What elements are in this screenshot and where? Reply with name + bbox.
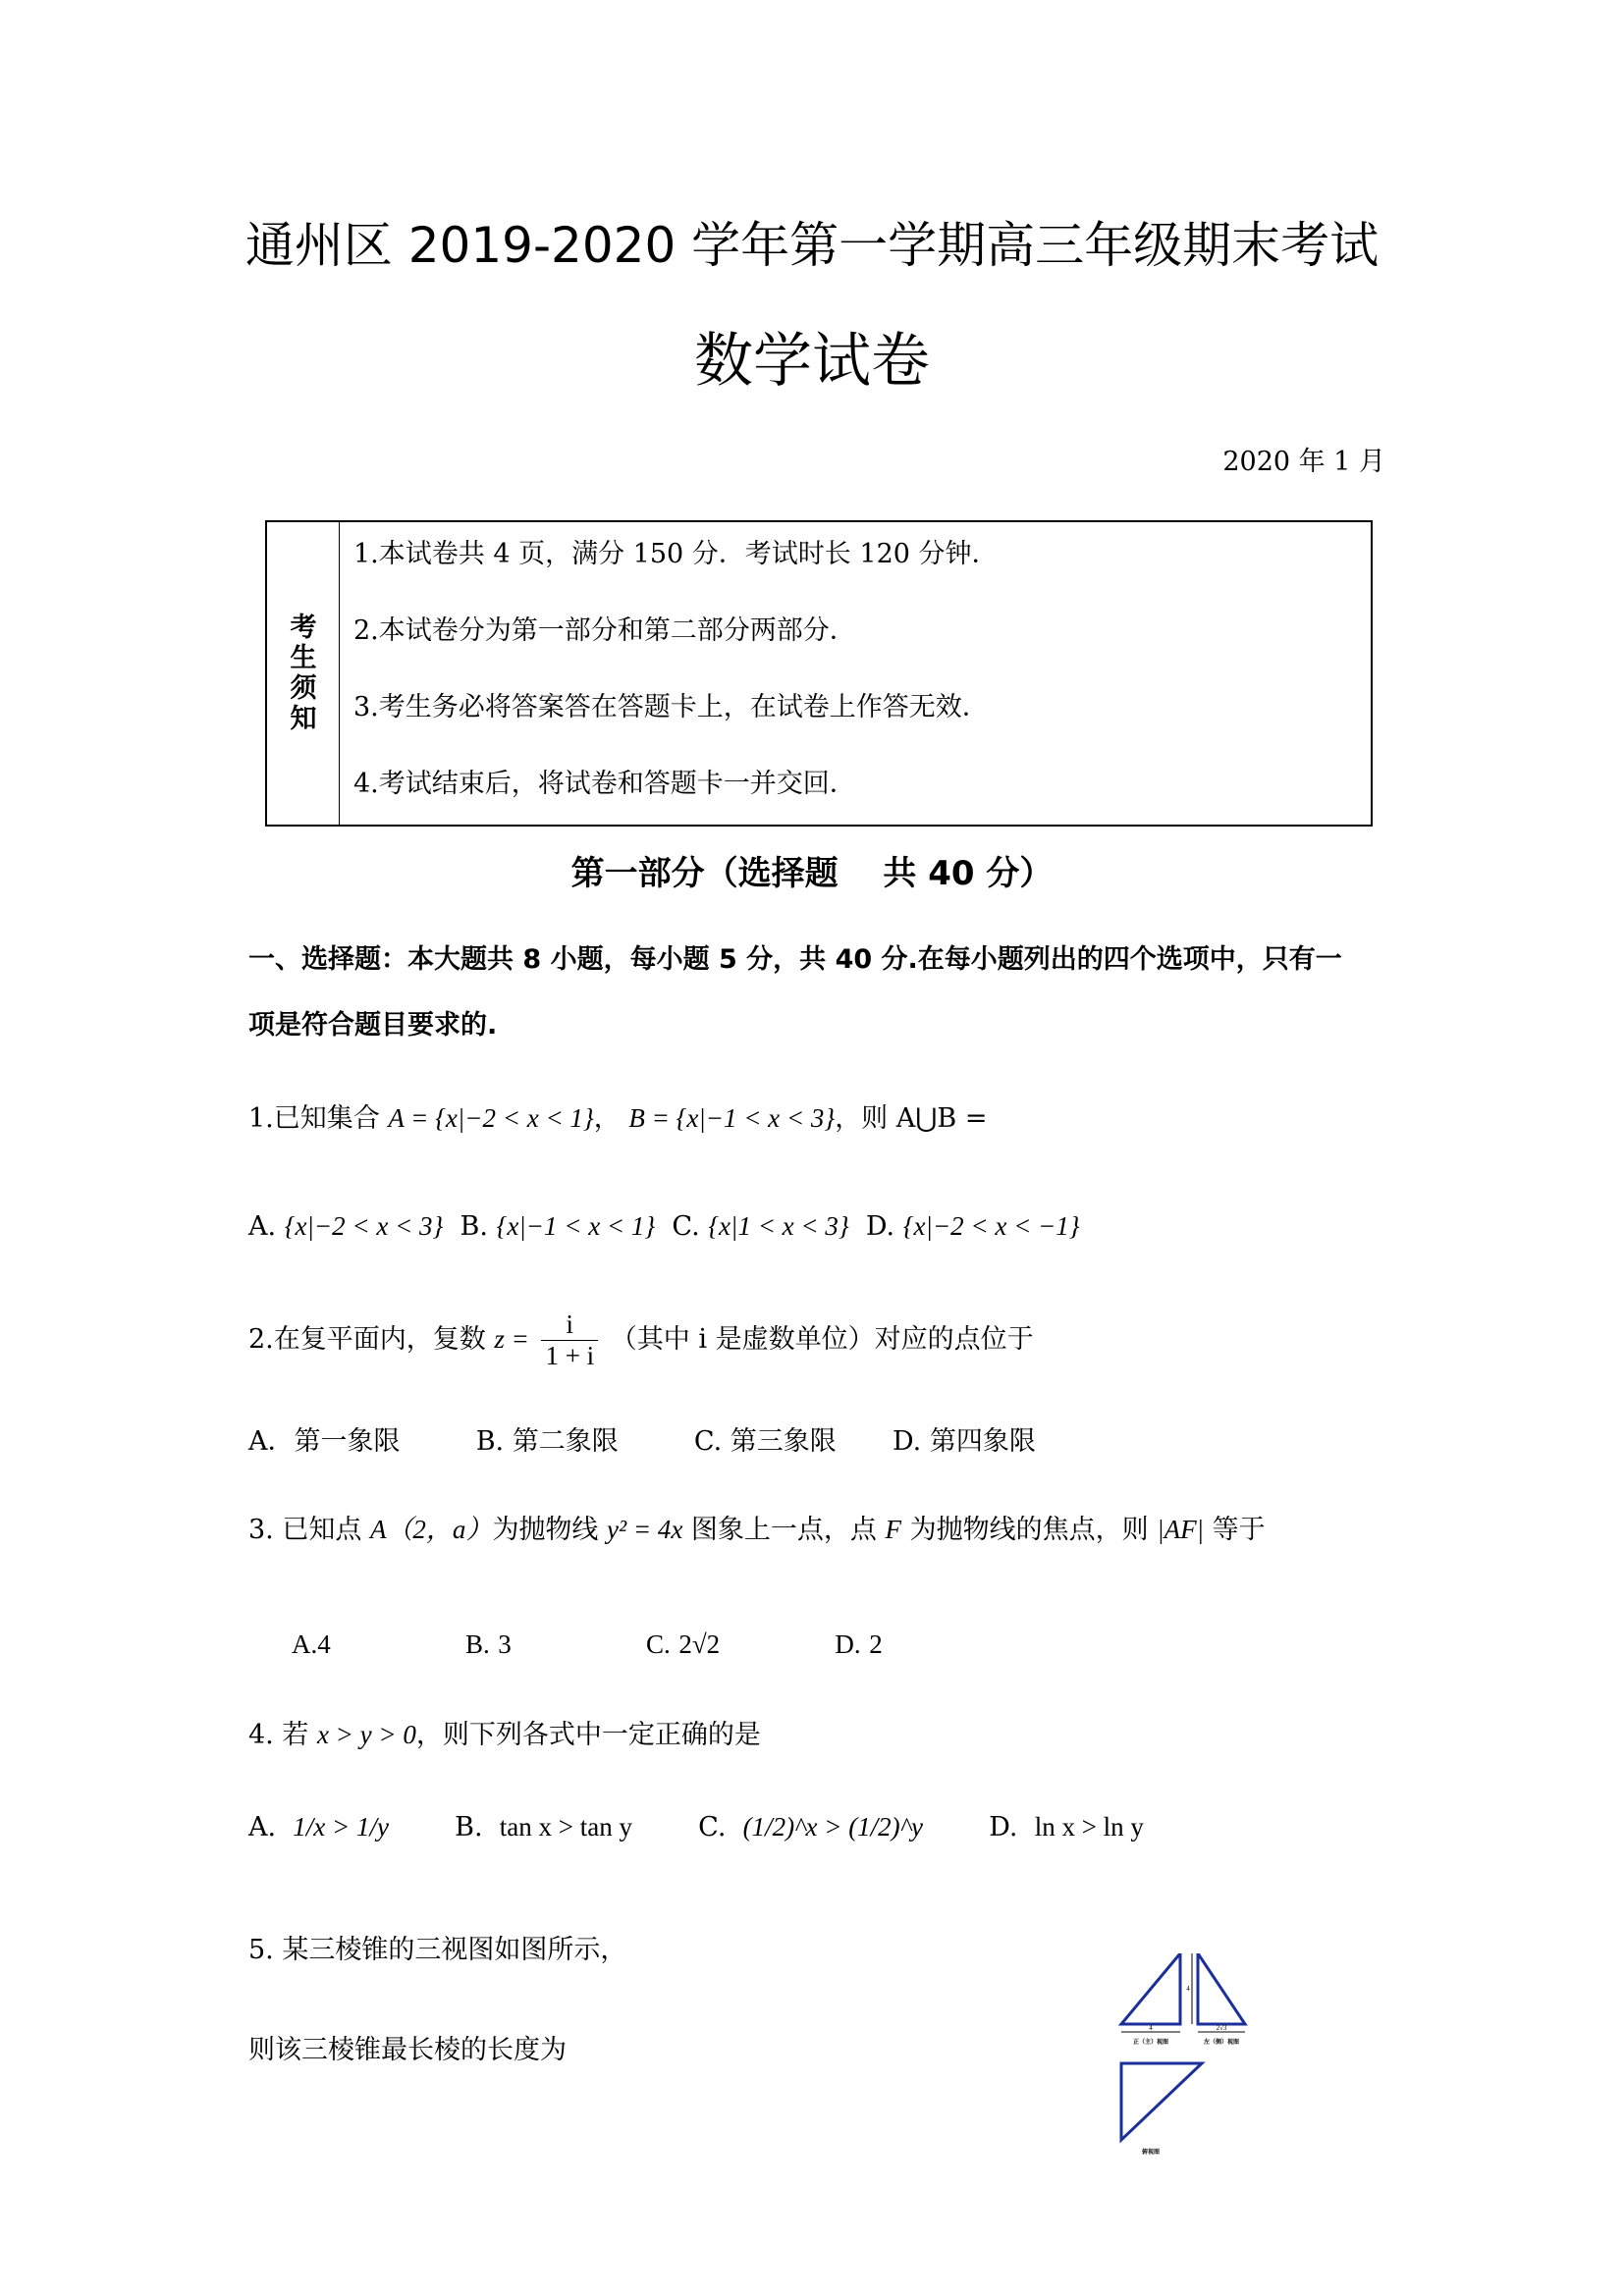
question-4-options [248, 1812, 1144, 1842]
q3-option-d-label: D. [835, 1629, 861, 1659]
q2-prefix: 2.在复平面内，复数 [248, 1324, 486, 1356]
front-width-label: 4 [1149, 2024, 1153, 2032]
q2-option-c-label: C. [693, 1426, 723, 1457]
q4-option-b: tan x > tan y [499, 1812, 632, 1842]
q2-option-a-label: A． [248, 1426, 295, 1457]
q1-option-a: {x|−2 < x < 3} [284, 1211, 444, 1241]
question-1 [248, 1096, 987, 1135]
q3-option-b-label: B. [464, 1629, 490, 1659]
q4-option-a-label: A. [248, 1812, 277, 1842]
q1-prefix: 1.已知集合 [248, 1103, 380, 1134]
q1-option-b-label: B. [460, 1211, 488, 1242]
q4-suffix: ，则下列各式中一定正确的是 [415, 1720, 761, 1750]
three-view-figure [1115, 1953, 1253, 2162]
q3-focus-f: F [885, 1515, 902, 1544]
q4-condition: x > y > 0 [316, 1720, 416, 1749]
q3-abs-af: |AF| [1157, 1515, 1205, 1544]
q3-option-b: 3 [498, 1629, 512, 1659]
q1-option-c: {x|1 < x < 3} [708, 1211, 849, 1241]
section-heading-line2: 项是符合题目要求的. [248, 1010, 498, 1041]
q1-option-b: {x|−1 < x < 1} [496, 1211, 656, 1241]
q4-option-c: (1/2)^x > (1/2)^y [742, 1812, 924, 1842]
q1-option-a-label: A. [248, 1211, 277, 1242]
notice-label: 考生须知 [290, 613, 317, 734]
question-3-options [292, 1629, 883, 1660]
q3-option-d: 2 [869, 1629, 883, 1659]
top-view-triangle [1121, 2063, 1202, 2140]
notice-item-3: 3.考生务必将答案答在答题卡上，在试卷上作答无效． [353, 692, 989, 722]
q1-set-b: B = {x|−1 < x < 3} [628, 1103, 836, 1133]
front-view-triangle [1121, 1953, 1180, 2024]
exam-title: 通州区 2019-2020 学年第一学期高三年级期末考试 [244, 217, 1380, 274]
q2-fraction [541, 1309, 598, 1371]
front-view-label: 正（主）视图 [1132, 2039, 1169, 2046]
q3-option-c-label: C. [645, 1629, 671, 1659]
q2-denominator: 1 + i [545, 1341, 595, 1371]
exam-date: 2020 年 1 月 [1222, 447, 1385, 477]
q2-suffix: （其中 i 是虚数单位）对应的点位于 [610, 1324, 1034, 1356]
q3-option-c: 2√2 [678, 1629, 721, 1659]
part-heading: 第一部分（选择题 共 40 分） [570, 854, 1054, 893]
q3-option-a: 4 [317, 1629, 331, 1659]
side-width-label: 2√3 [1216, 2024, 1227, 2032]
side-view-triangle [1198, 1953, 1245, 2024]
side-view-label: 左（侧）视图 [1203, 2039, 1240, 2046]
q2-option-c: 第三象限 [730, 1426, 837, 1457]
q1-suffix: ，则 A⋃B = [835, 1103, 988, 1134]
q4-option-b-label: B. [455, 1812, 483, 1842]
q2-option-a: 第一象限 [294, 1426, 401, 1457]
question-3 [248, 1508, 1266, 1546]
q3-prefix: 3. 已知点 [248, 1515, 362, 1545]
q4-option-c-label: C. [698, 1812, 727, 1842]
q3-option-a-label: A. [292, 1629, 318, 1659]
q1-set-a: A = {x|−2 < x < 1} [388, 1103, 594, 1133]
q4-option-d: ln x > ln y [1034, 1812, 1144, 1842]
q2-option-d-label: D. [892, 1426, 922, 1457]
q3-point: A（2，a） [369, 1515, 493, 1544]
q1-option-d-label: D. [865, 1211, 895, 1242]
top-view-label: 俯视图 [1141, 2149, 1161, 2156]
q4-prefix: 4. 若 [248, 1720, 309, 1750]
q2-z: z = [494, 1324, 529, 1355]
notice-item-2: 2.本试卷分为第一部分和第二部分两部分． [353, 615, 856, 646]
q3-equation: y² = 4x [607, 1515, 683, 1544]
section-heading-line1: 一、选择题：本大题共 8 小题，每小题 5 分，共 40 分.在每小题列出的四个选项中，只有一 [248, 944, 1342, 975]
question-1-options [248, 1211, 1080, 1242]
q4-option-a: 1/x > 1/y [293, 1812, 389, 1842]
exam-subtitle: 数学试卷 [694, 327, 930, 396]
q3-mid3: 为抛物线的焦点，则 [909, 1515, 1149, 1545]
question-2 [248, 1309, 1034, 1371]
height-label: 4 [1186, 1985, 1190, 1993]
q2-option-d: 第四象限 [929, 1426, 1036, 1457]
q3-suffix: 等于 [1212, 1515, 1266, 1545]
q1-option-c-label: C. [672, 1211, 700, 1242]
q2-option-b: 第二象限 [512, 1426, 619, 1457]
question-4 [248, 1713, 761, 1751]
question-2-options [248, 1419, 1036, 1458]
q4-option-d-label: D. [989, 1812, 1018, 1842]
q1-sep: ， [593, 1103, 621, 1134]
notice-box [265, 520, 1373, 827]
question-5-line1: 5. 某三棱锥的三视图如图所示， [248, 1935, 627, 1965]
question-5-line2: 则该三棱锥最长棱的长度为 [248, 2035, 567, 2065]
notice-item-4: 4.考试结束后，将试卷和答题卡一并交回． [353, 769, 856, 799]
q2-numerator: i [541, 1309, 598, 1341]
q3-mid2: 图象上一点，点 [690, 1515, 877, 1545]
notice-label-cell [267, 522, 340, 825]
q3-mid: 为抛物线 [492, 1515, 599, 1545]
q2-option-b-label: B. [475, 1426, 505, 1457]
q1-option-d: {x|−2 < x < −1} [902, 1211, 1080, 1241]
notice-item-1: 1.本试卷共 4 页，满分 150 分．考试时长 120 分钟． [353, 539, 999, 569]
